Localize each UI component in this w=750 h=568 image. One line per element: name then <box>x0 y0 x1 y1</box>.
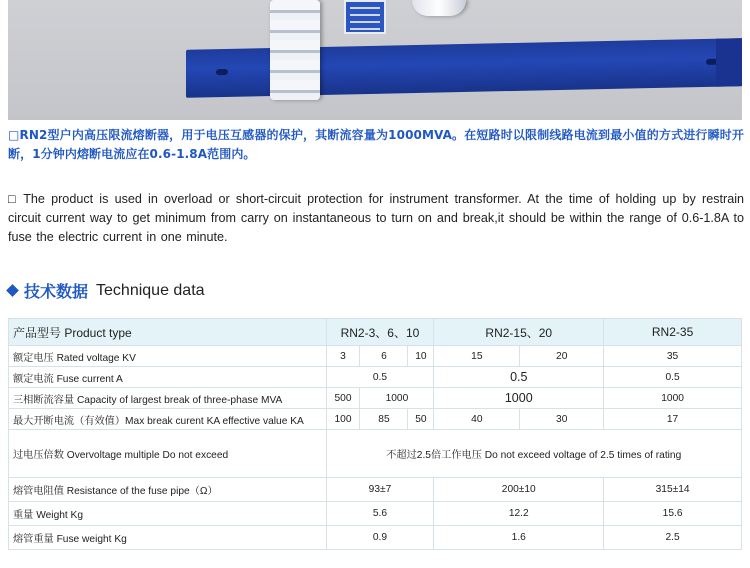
cell: 30 <box>520 409 604 430</box>
header-rn2-3-6-10: RN2-3、6、10 <box>326 319 434 346</box>
cell: 1.6 <box>434 526 604 550</box>
header-rn2-35: RN2-35 <box>604 319 742 346</box>
cell: 1000 <box>434 388 604 409</box>
cell: 12.2 <box>434 502 604 526</box>
cell: 3 <box>326 346 360 367</box>
cell: 20 <box>520 346 604 367</box>
cell: 15.6 <box>604 502 742 526</box>
table-row-fuse-current <box>9 367 742 388</box>
cell: 100 <box>326 409 360 430</box>
rail-slot <box>216 69 228 75</box>
cell: 5.6 <box>326 502 434 526</box>
cell: 200±10 <box>434 478 604 502</box>
row-label: 熔管重量 Fuse weight Kg <box>9 526 327 550</box>
cell: 35 <box>604 346 742 367</box>
section-heading <box>8 279 205 302</box>
table-row-capacity <box>9 388 742 409</box>
nameplate <box>344 0 386 34</box>
cell: 93±7 <box>326 478 434 502</box>
intro-chinese: □RN2型户内高压限流熔断器，用于电压互感器的保护，其断流容量为1000MVA。在短路时以限制线路电流到最小值的方式进行瞬时开断，1分钟内熔断电流应在0.6-1.8A范围内。 <box>8 128 744 161</box>
diamond-bullet-icon <box>6 284 19 297</box>
row-label: 额定电压 Rated voltage KV <box>9 346 327 367</box>
cell: 0.5 <box>326 367 434 388</box>
table-row-resistance <box>9 478 742 502</box>
row-label: 最大开断电流（有效值）Max break curent KA effective value KA <box>9 409 327 430</box>
row-label: 额定电流 Fuse current A <box>9 367 327 388</box>
cell: 17 <box>604 409 742 430</box>
cell: 0.9 <box>326 526 434 550</box>
cell: 0.5 <box>604 367 742 388</box>
technique-data-table <box>8 318 742 550</box>
header-product-type: 产品型号 Product type <box>9 319 327 346</box>
cell: 15 <box>434 346 520 367</box>
cell: 6 <box>360 346 408 367</box>
cell: 不超过2.5倍工作电压 Do not exceed voltage of 2.5 times of rating <box>326 430 741 478</box>
table-row-weight <box>9 502 742 526</box>
intro-english: □ The product is used in overload or short-circuit protection for instrument transformer. At the time of holding up by restrain circuit current way to get minimum from carry on instantaneous to turn on and break,it should be within the range of 0.6-1.8A to fuse the electric current in one minute. <box>8 192 744 244</box>
heading-chinese: 技术数据 <box>24 284 89 301</box>
cell: 10 <box>408 346 434 367</box>
table-row-rated-voltage <box>9 346 742 367</box>
table-row-fuse-weight <box>9 526 742 550</box>
header-rn2-15-20: RN2-15、20 <box>434 319 604 346</box>
insulator <box>270 0 320 100</box>
heading-english: Technique data <box>96 281 205 299</box>
row-label: 过电压倍数 Overvoltage multiple Do not exceed <box>9 430 327 478</box>
rail-end <box>716 38 742 87</box>
cell: 40 <box>434 409 520 430</box>
cell: 2.5 <box>604 526 742 550</box>
row-label: 三相断流容量 Capacity of largest break of three-phase MVA <box>9 388 327 409</box>
row-label: 熔管电阻值 Resistance of the fuse pipe（Ω） <box>9 478 327 502</box>
table-row-max-break <box>9 409 742 430</box>
table-row-overvoltage <box>9 430 742 478</box>
row-label: 重量 Weight Kg <box>9 502 327 526</box>
cell: 50 <box>408 409 434 430</box>
product-photo <box>8 0 742 120</box>
cell: 500 <box>326 388 360 409</box>
cell: 1000 <box>604 388 742 409</box>
cell: 0.5 <box>434 367 604 388</box>
cell: 315±14 <box>604 478 742 502</box>
insulator-cap <box>412 0 466 16</box>
cell: 85 <box>360 409 408 430</box>
table-row-header <box>9 319 742 346</box>
cell: 1000 <box>360 388 434 409</box>
